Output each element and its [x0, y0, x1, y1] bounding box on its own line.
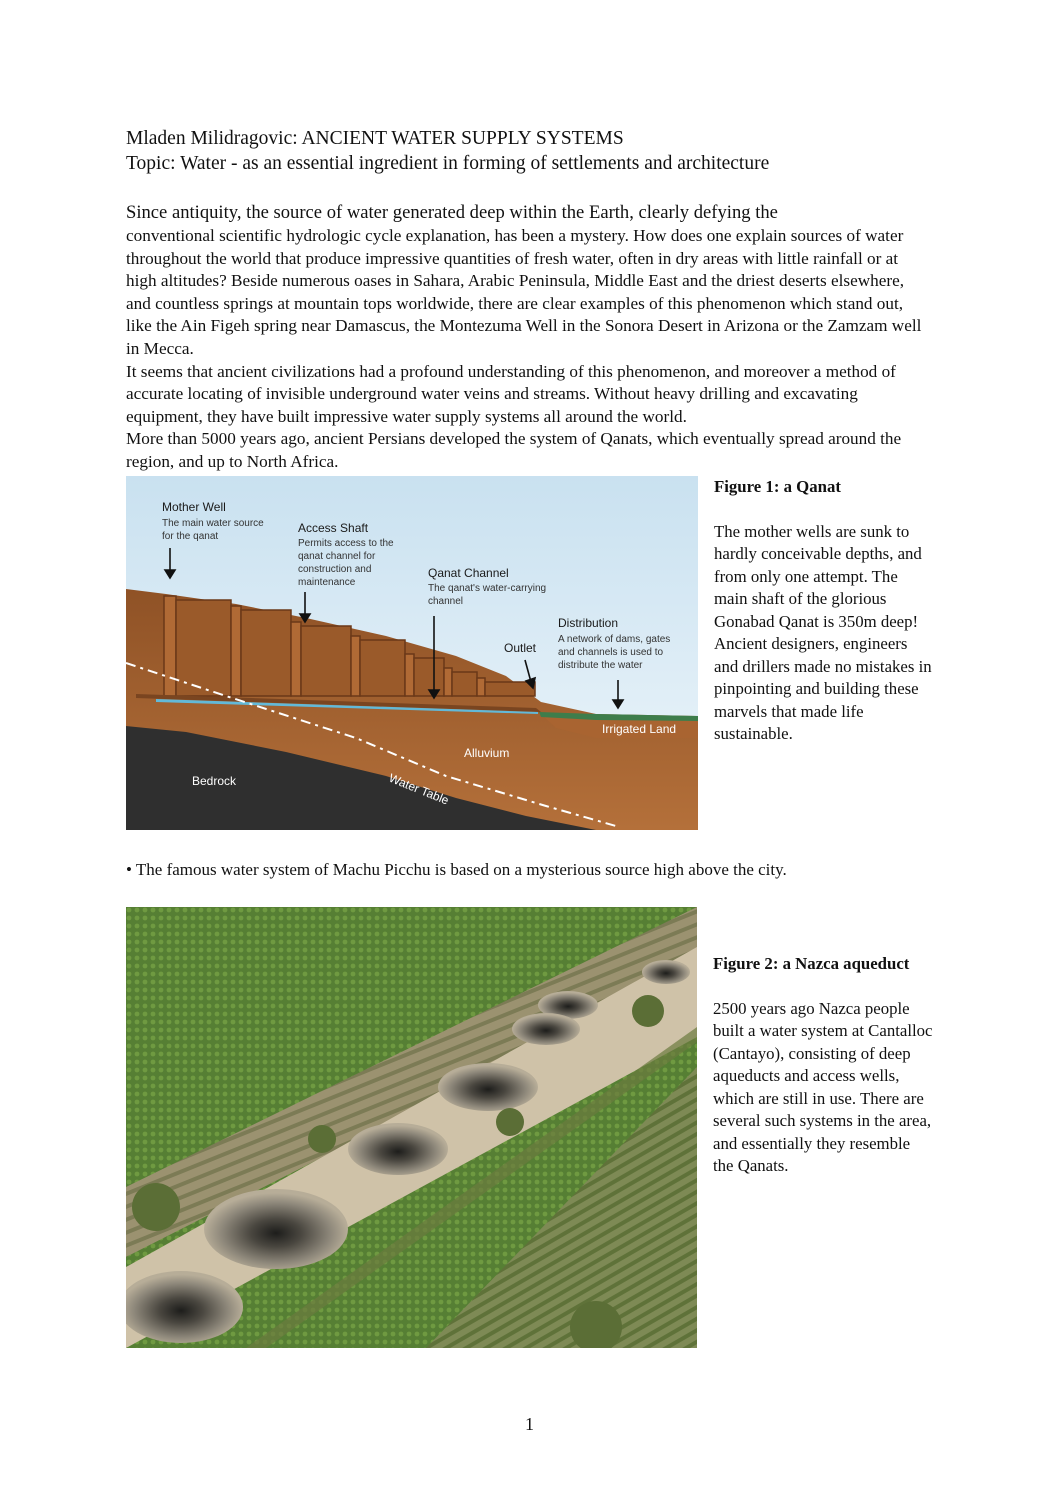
intro-text	[126, 201, 926, 474]
figure-1-text: The mother wells are sunk to hardly conceivable depths, and from only one attempt. The main shaft of the glorious Gonabad Qanat is 350m deep! Ancient designers, engineers and drillers made no mistakes in pinpointing and building these marvels that made life sustainable.	[714, 521, 932, 743]
distribution-desc-1: A network of dams, gates	[558, 634, 671, 645]
figure-1-sidebar	[714, 476, 934, 746]
well-1	[642, 960, 690, 984]
qanat-channel-label: Qanat Channel	[428, 566, 509, 580]
access-shaft-desc-4: maintenance	[298, 577, 356, 588]
document-topic: Topic: Water - as an essential ingredient in forming of settlements and architecture	[126, 153, 770, 174]
page-number: 1	[525, 1414, 534, 1434]
figure-1-caption: Figure 1: a Qanat	[714, 477, 841, 496]
machu-picchu-bullet: • The famous water system of Machu Picchu is based on a mysterious source high above the city.	[126, 860, 787, 879]
figure-2-sidebar	[713, 953, 933, 1178]
nazca-aqueduct-svg	[126, 907, 697, 1348]
bedrock-label: Bedrock	[192, 774, 237, 788]
outlet-label: Outlet	[504, 641, 537, 655]
nazca-aqueduct-photo	[126, 907, 697, 1348]
access-shaft-desc-2: qanat channel for	[298, 551, 376, 562]
mother-well-label: Mother Well	[162, 500, 226, 514]
intro-paragraph-3: More than 5000 years ago, ancient Persians developed the system of Qanats, which eventually spread around the region, and up to North Africa.	[126, 429, 902, 471]
document-title: Mladen Milidragovic: ANCIENT WATER SUPPLY SYSTEMS	[126, 128, 624, 149]
distribution-label: Distribution	[558, 616, 619, 630]
figure-2-text: 2500 years ago Nazca people built a water system at Cantalloc (Cantayo), consisting of deep aqueducts and access wells, which are still in use. There are several such systems in the area, and essentially they resemble the Qanats.	[713, 998, 933, 1175]
well-3	[512, 1013, 580, 1045]
alluvium-label: Alluvium	[464, 746, 510, 760]
access-shaft-desc-3: construction and	[298, 564, 372, 575]
intro-paragraph-1-first-line: Since antiquity, the source of water generated deep within the Earth, clearly defying the	[126, 202, 778, 223]
intro-paragraph-1: conventional scientific hydrologic cycle explanation, has been a mystery. How does one explain sources of water throughout the world that produce impressive quantities of fresh water, often in dry areas with little rainfall or at high altitudes? Beside numerous oases in Sahara, Arabic Peninsula, Middle East and the driest deserts elsewhere, and countless springs at mountain tops worldwide, there are clear examples of this phenomenon which stand out, like the Ain Figeh spring near Damascus, the Montezuma Well in the Sonora Desert in Arizona or the Zamzam well in Mecca.	[126, 226, 922, 358]
qanat-channel-desc-2: channel	[428, 596, 464, 607]
distribution-desc-3: distribute the water	[558, 660, 643, 671]
mother-well-desc-1: The main water source	[162, 518, 264, 529]
well-5	[348, 1123, 448, 1175]
qanat-diagram-svg	[126, 476, 698, 830]
qanat-channel-desc-1: The qanat's water-carrying	[428, 583, 547, 594]
mother-well-desc-2: for the qanat	[162, 531, 219, 542]
access-shaft-label: Access Shaft	[298, 521, 369, 535]
distribution-desc-2: and channels is used to	[558, 647, 664, 658]
well-4	[438, 1063, 538, 1111]
well-6	[204, 1189, 348, 1269]
qanat-diagram	[126, 476, 698, 830]
access-shaft-desc-1: Permits access to the	[298, 538, 394, 549]
intro-paragraph-2: It seems that ancient civilizations had a profound understanding of this phenomenon, and moreover a method of accurate locating of invisible underground water veins and streams. Without heavy drilling and excavating equipment, they have built impressive water supply systems all around the world.	[126, 361, 896, 426]
irrigated-land-label: Irrigated Land	[602, 722, 677, 736]
figure-2-caption: Figure 2: a Nazca aqueduct	[713, 954, 910, 973]
water-table-label: Water Table	[386, 770, 451, 808]
